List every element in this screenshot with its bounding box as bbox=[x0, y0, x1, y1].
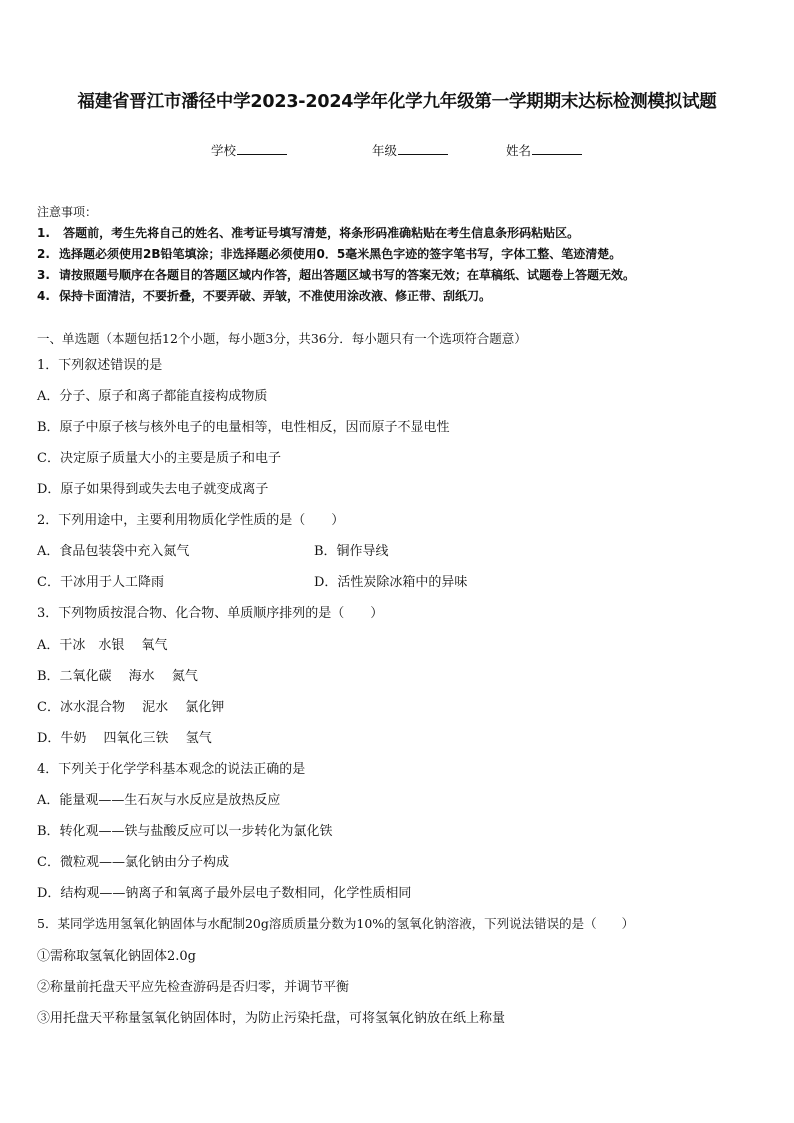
name-field[interactable] bbox=[506, 141, 582, 159]
question-4-option-d: D．结构观——钠离子和氧离子最外层电子数相同，化学性质相同 bbox=[37, 886, 412, 901]
question-3-option-d: D．牛奶 四氧化三铁 氢气 bbox=[37, 731, 212, 746]
school-blank[interactable] bbox=[237, 142, 287, 155]
question-1-option-a: A．分子、原子和离子都能直接构成物质 bbox=[37, 389, 268, 404]
question-2-option-a: A．食品包装袋中充入氮气 bbox=[37, 544, 190, 559]
question-1-option-c: C．决定原子质量大小的主要是质子和电子 bbox=[37, 451, 281, 466]
note-item: 2. 选择题必须使用2B铅笔填涂；非选择题必须使用0．5毫米黑色字迹的签字笔书写，字体工整、笔迹清楚。 bbox=[37, 247, 622, 261]
name-label: 姓名 bbox=[506, 143, 532, 158]
name-blank[interactable] bbox=[532, 142, 582, 155]
notes-heading: 注意事项： bbox=[37, 205, 98, 219]
question-2-option-b: B．铜作导线 bbox=[314, 544, 389, 559]
question-5-statement-3: ③用托盘天平称量氢氧化钠固体时，为防止污染托盘，可将氢氧化钠放在纸上称量 bbox=[37, 1011, 506, 1026]
exam-title: 福建省晋江市潘径中学2023-2024学年化学九年级第一学期期末达标检测模拟试题 bbox=[77, 92, 717, 112]
school-label: 学校 bbox=[211, 143, 237, 158]
question-5-stem: 5．某同学选用氢氧化钠固体与水配制20g溶质质量分数为10%的氢氧化钠溶液，下列说法错误的是（ ） bbox=[37, 916, 635, 931]
note-item: 4. 保持卡面清洁，不要折叠，不要弄破、弄皱，不准使用涂改液、修正带、刮纸刀。 bbox=[37, 289, 492, 303]
grade-blank[interactable] bbox=[398, 142, 448, 155]
question-5-statement-1: ①需称取氢氧化钠固体2.0g bbox=[37, 949, 196, 964]
question-2-option-d: D．活性炭除冰箱中的异味 bbox=[314, 575, 468, 590]
question-1-stem: 1．下列叙述错误的是 bbox=[37, 358, 163, 373]
question-4-option-c: C．微粒观——氯化钠由分子构成 bbox=[37, 855, 229, 870]
question-3-option-c: C．冰水混合物 泥水 氯化钾 bbox=[37, 700, 225, 715]
note-item: 3. 请按照题号顺序在各题目的答题区域内作答，超出答题区域书写的答案无效；在草稿纸、试题卷上答题无效。 bbox=[37, 268, 636, 282]
question-3-option-a: A．干冰 水银 氧气 bbox=[37, 638, 168, 653]
question-4-stem: 4．下列关于化学学科基本观念的说法正确的是 bbox=[37, 762, 306, 777]
note-item: 1. 答题前，考生先将自己的姓名、准考证号填写清楚，将条形码准确粘贴在考生信息条形码粘贴区。 bbox=[37, 226, 580, 240]
question-2-stem: 2．下列用途中，主要利用物质化学性质的是（ ） bbox=[37, 513, 345, 528]
question-4-option-a: A．能量观——生石灰与水反应是放热反应 bbox=[37, 793, 281, 808]
question-5-statement-2: ②称量前托盘天平应先检查游码是否归零，并调节平衡 bbox=[37, 980, 350, 995]
question-3-option-b: B．二氧化碳 海水 氮气 bbox=[37, 669, 198, 684]
question-4-option-b: B．转化观——铁与盐酸反应可以一步转化为氯化铁 bbox=[37, 824, 333, 839]
grade-label: 年级 bbox=[372, 143, 398, 158]
section-heading: 一、单选题（本题包括12个小题，每小题3分，共36分．每小题只有一个选项符合题意） bbox=[37, 331, 527, 346]
grade-field[interactable] bbox=[372, 141, 448, 159]
question-3-stem: 3．下列物质按混合物、化合物、单质顺序排列的是（ ） bbox=[37, 606, 384, 621]
question-1-option-b: B．原子中原子核与核外电子的电量相等，电性相反，因而原子不显电性 bbox=[37, 420, 450, 435]
question-1-option-d: D．原子如果得到或失去电子就变成离子 bbox=[37, 482, 269, 497]
school-field[interactable] bbox=[211, 141, 287, 159]
question-2-option-c: C．干冰用于人工降雨 bbox=[37, 575, 164, 590]
